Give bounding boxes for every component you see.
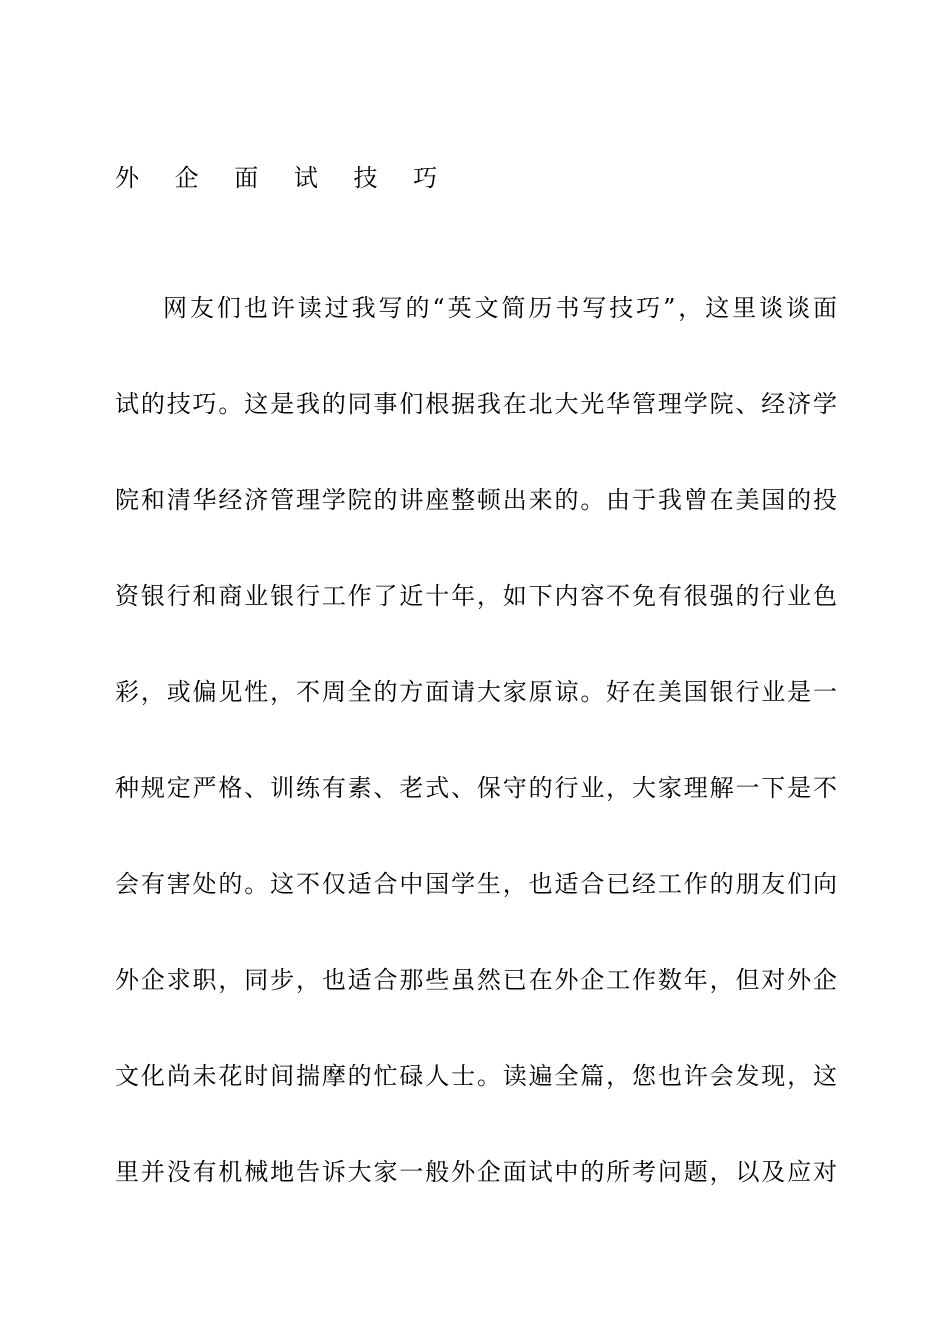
paragraph-line-2: 试的技巧。这是我的同事们根据我在北大光华管理学院、经济学 [115, 390, 837, 418]
paragraph-line-10: 里并没有机械地告诉大家一般外企面试中的所考问题，以及应对 [115, 1158, 837, 1186]
document-title: 外 企 面 试 技 巧 [115, 164, 452, 192]
paragraph-line-6: 种规定严格、训练有素、老式、保守的行业，大家理解一下是不 [115, 774, 837, 802]
paragraph-line-9: 文化尚未花时间揣摩的忙碌人士。读遍全篇，您也许会发现，这 [115, 1062, 837, 1090]
paragraph-line-7: 会有害处的。这不仅适合中国学生，也适合已经工作的朋友们向 [115, 870, 837, 898]
body-paragraph [115, 290, 837, 1250]
paragraph-line-1: 网友们也许读过我写的“英文简历书写技巧”，这里谈谈面 [163, 294, 837, 322]
paragraph-line-3: 院和清华经济管理学院的讲座整顿出来的。由于我曾在美国的投 [115, 486, 837, 514]
paragraph-line-4: 资银行和商业银行工作了近十年，如下内容不免有很强的行业色 [115, 582, 837, 610]
paragraph-line-5: 彩，或偏见性，不周全的方面请大家原谅。好在美国银行业是一 [115, 678, 837, 706]
paragraph-line-8: 外企求职，同步，也适合那些虽然已在外企工作数年，但对外企 [115, 966, 837, 994]
